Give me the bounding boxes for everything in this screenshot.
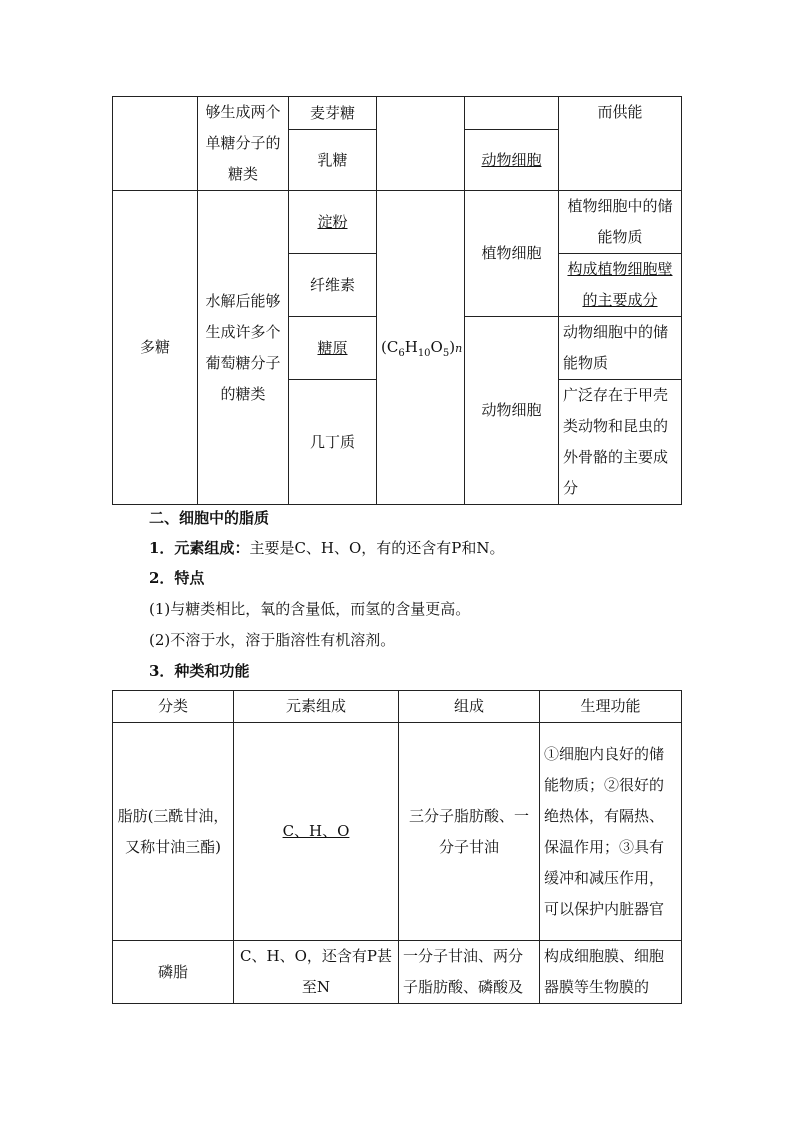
point-2-1: (1)与糖类相比，氧的含量低，而氢的含量更高。 [149, 600, 471, 618]
point-2: 2．特点 [149, 569, 205, 587]
maltose-cell: 麦芽糖 [289, 97, 377, 130]
distribution-empty [465, 97, 559, 130]
header-function: 生理功能 [540, 691, 682, 723]
lactose-cell: 乳糖 [289, 130, 377, 191]
formula-cell-empty [377, 97, 465, 191]
fn-starch: 植物细胞中的储能物质 [559, 191, 682, 254]
starch-cell: 淀粉 [289, 191, 377, 254]
disaccharide-desc: 够生成两个单糖分子的糖类 [198, 97, 289, 191]
fat-elements: C、H、O [234, 723, 399, 941]
chitin-cell: 几丁质 [289, 380, 377, 505]
point-1: 1．元素组成：主要是C、H、O，有的还含有P和N。 [149, 539, 505, 557]
carbohydrate-table [112, 96, 682, 505]
category-cell-empty [113, 97, 198, 191]
formula-cell: $(C_6H_{10}O_5)n$ [377, 191, 465, 505]
fn-cellulose: 构成植物细胞壁的主要成分 [559, 254, 682, 317]
point-2-2: (2)不溶于水，溶于脂溶性有机溶剂。 [149, 631, 396, 649]
lipid-table [112, 690, 682, 1004]
fat-composition: 三分子脂肪酸、一分子甘油 [399, 723, 540, 941]
fn-glycogen: 动物细胞中的储能物质 [559, 317, 682, 380]
header-elements: 元素组成 [234, 691, 399, 723]
fn-chitin: 广泛存在于甲壳类动物和昆虫的外骨骼的主要成分 [559, 380, 682, 505]
animal-cell-1: 动物细胞 [465, 130, 559, 191]
header-composition: 组成 [399, 691, 540, 723]
polysaccharide-label: 多糖 [113, 191, 198, 505]
animal-cell-2: 动物细胞 [465, 317, 559, 505]
plant-cell: 植物细胞 [465, 191, 559, 317]
fat-function: ①细胞内良好的储能物质；②很好的绝热体，有隔热、保温作用；③具有缓冲和减压作用，可以保护内脏器官 [540, 723, 682, 941]
phospholipid-name: 磷脂 [113, 941, 234, 1004]
section-heading: 二、细胞中的脂质 [149, 509, 270, 527]
glycogen-cell: 糖原 [289, 317, 377, 380]
polysaccharide-desc: 水解后能够生成许多个葡萄糖分子的糖类 [198, 191, 289, 505]
point-3: 3．种类和功能 [149, 662, 250, 680]
phospholipid-composition: 一分子甘油、两分子脂肪酸、磷酸及 [399, 941, 540, 1004]
cellulose-cell: 纤维素 [289, 254, 377, 317]
function-energy: 而供能 [559, 97, 682, 191]
phospholipid-elements: C、H、O，还含有P甚至N [234, 941, 399, 1004]
fat-name: 脂肪(三酰甘油，又称甘油三酯) [113, 723, 234, 941]
phospholipid-function: 构成细胞膜、细胞器膜等生物膜的 [540, 941, 682, 1004]
header-category: 分类 [113, 691, 234, 723]
